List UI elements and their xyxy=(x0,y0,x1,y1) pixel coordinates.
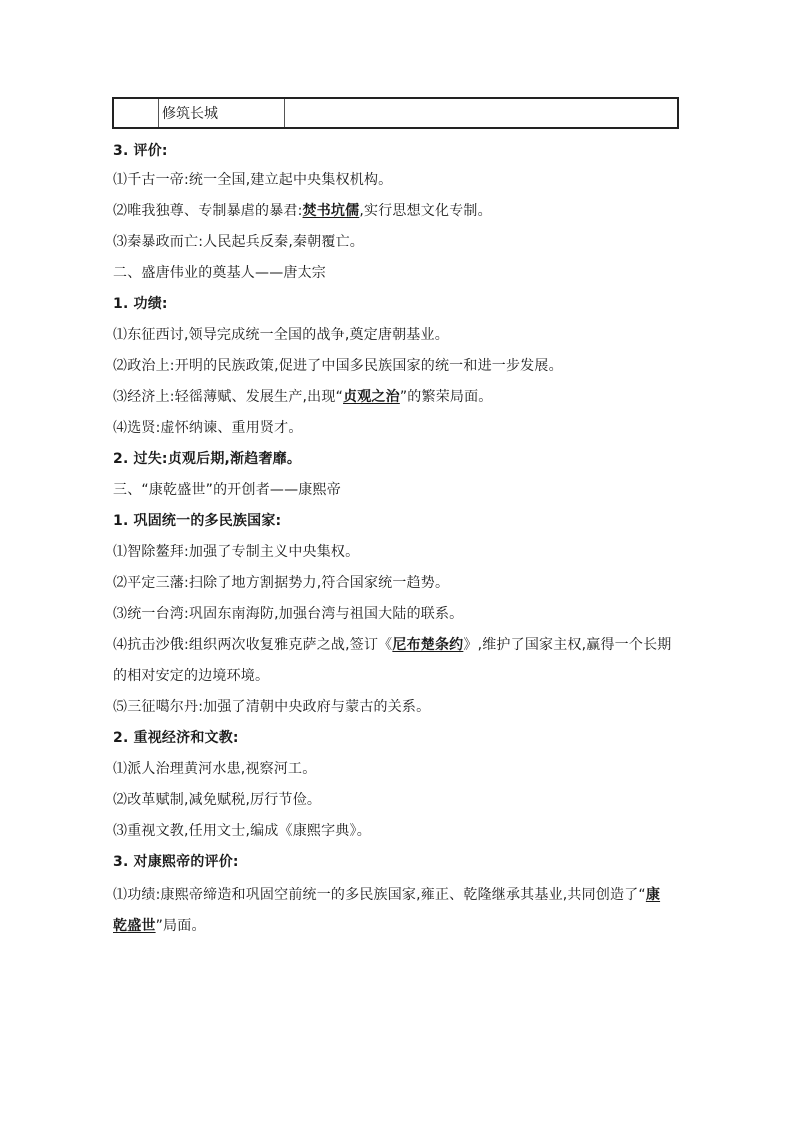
list-item xyxy=(113,635,671,655)
table-cell-text: 修筑长城 xyxy=(159,99,285,127)
text-segment: ”的繁荣局面。 xyxy=(399,389,493,405)
text-segment: ⑴功绩:康熙帝缔造和巩固空前统一的多民族国家,雍正、乾隆继承其基业,共同创造了“ xyxy=(113,887,646,903)
section-heading: 3. 评价: xyxy=(113,143,168,159)
text-segment: 》,维护了国家主权,赢得一个长期 xyxy=(463,637,672,653)
table-row xyxy=(112,97,679,129)
key-term: 焚书坑儒 xyxy=(302,203,360,219)
list-item: ⑶重视文教,任用文士,编成《康熙字典》。 xyxy=(113,823,371,839)
list-item: ⑶统一台湾:巩固东南海防,加强台湾与祖国大陆的联系。 xyxy=(113,606,464,622)
section-heading: 3. 对康熙帝的评价: xyxy=(113,854,239,870)
key-term: 尼布楚条约 xyxy=(392,637,464,653)
text-segment: ,实行思想文化专制。 xyxy=(359,203,492,219)
list-item: ⑶秦暴政而亡:人民起兵反秦,秦朝覆亡。 xyxy=(113,234,364,250)
section-heading: 1. 巩固统一的多民族国家: xyxy=(113,513,282,529)
text-segment: ⑵唯我独尊、专制暴虐的暴君: xyxy=(113,203,303,219)
list-item xyxy=(113,387,493,407)
table-cell-empty xyxy=(114,99,159,127)
list-item: ⑷选贤:虚怀纳谏、重用贤才。 xyxy=(113,420,303,436)
section-heading: 1. 功绩: xyxy=(113,296,168,312)
text-segment: ⑷抗击沙俄:组织两次收复雅克萨之战,签订《 xyxy=(113,637,393,653)
list-item-continuation: 的相对安定的边境环境。 xyxy=(113,668,270,684)
key-term: 乾盛世 xyxy=(113,918,156,934)
chapter-heading: 二、盛唐伟业的奠基人——唐太宗 xyxy=(113,265,326,281)
list-item: ⑴智除鳌拜:加强了专制主义中央集权。 xyxy=(113,544,360,560)
list-item: ⑵政治上:开明的民族政策,促进了中国多民族国家的统一和进一步发展。 xyxy=(113,358,563,374)
list-item: ⑴派人治理黄河水患,视察河工。 xyxy=(113,761,317,777)
table-cell-empty xyxy=(285,99,677,127)
chapter-heading: 三、“康乾盛世”的开创者——康熙帝 xyxy=(113,482,341,498)
list-item: ⑴千古一帝:统一全国,建立起中央集权机构。 xyxy=(113,172,393,188)
list-item: ⑵改革赋制,减免赋税,厉行节俭。 xyxy=(113,792,322,808)
list-item: ⑴东征西讨,领导完成统一全国的战争,奠定唐朝基业。 xyxy=(113,327,449,343)
section-heading xyxy=(113,449,301,469)
key-term: 贞观之治 xyxy=(343,389,400,405)
text-segment: 2. 过失:贞观后期,渐趋奢靡。 xyxy=(113,451,302,467)
list-item-continuation xyxy=(113,916,206,936)
list-item xyxy=(113,201,492,221)
list-item xyxy=(113,885,660,905)
key-term: 康 xyxy=(645,887,661,903)
list-item: ⑵平定三藩:扫除了地方割据势力,符合国家统一趋势。 xyxy=(113,575,450,591)
list-item: ⑸三征噶尔丹:加强了清朝中央政府与蒙古的关系。 xyxy=(113,699,431,715)
text-segment: ”局面。 xyxy=(155,918,206,934)
text-segment: ⑶经济上:轻徭薄赋、发展生产,出现“ xyxy=(113,389,344,405)
section-heading: 2. 重视经济和文教: xyxy=(113,730,239,746)
